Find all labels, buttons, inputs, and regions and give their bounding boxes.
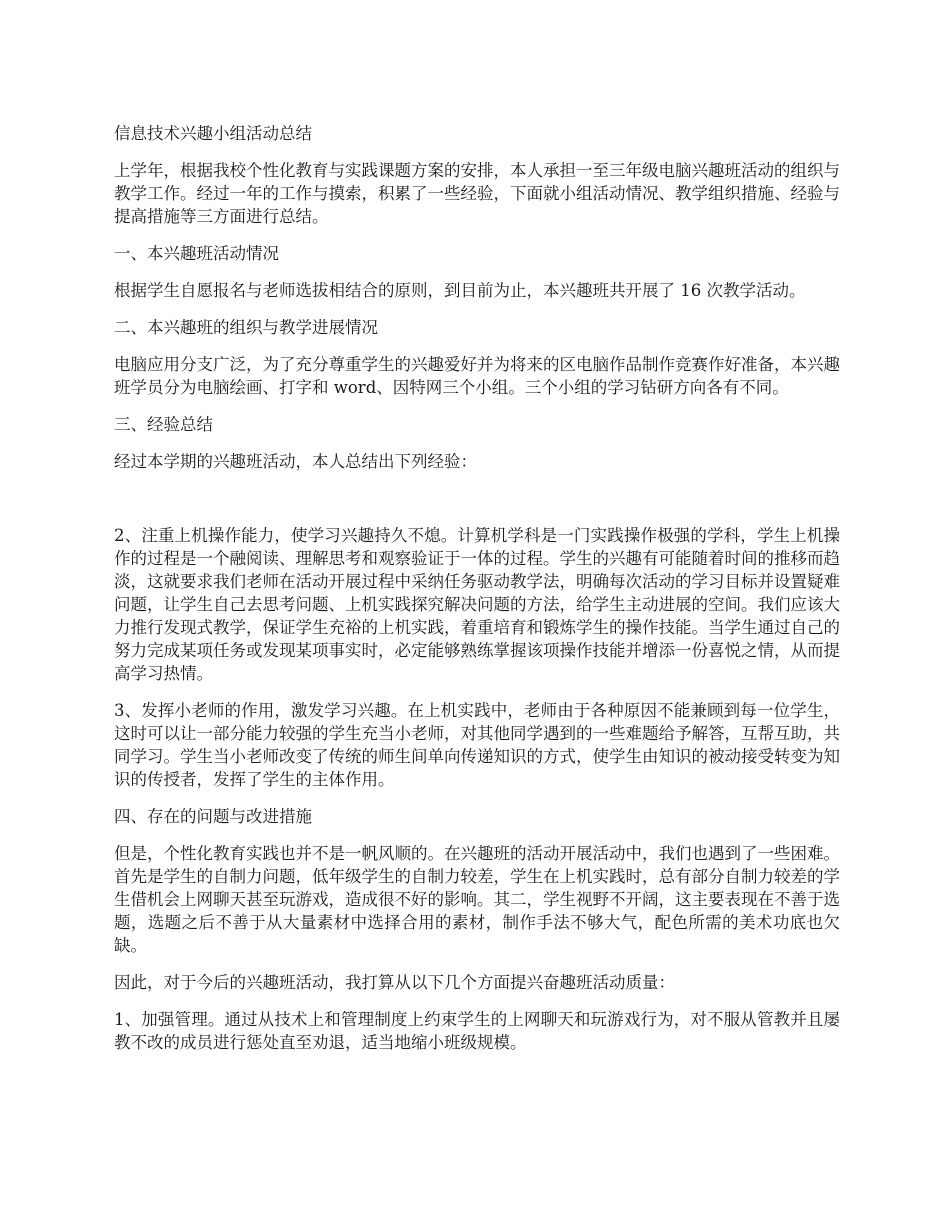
- document-title: 信息技术兴趣小组活动总结: [114, 124, 312, 143]
- section3-heading: 三、经验总结: [114, 415, 213, 434]
- section2-heading: 二、本兴趣班的组织与教学进展情况: [114, 318, 378, 337]
- intro-paragraph: 上学年，根据我校个性化教育与实践课题方案的安排，本人承担一至三年级电脑兴趣班活动的组织与教学工作。经过一年的工作与摸索，积累了一些经验，下面就小组活动情况、教学组织措施、经验与提高措施等三方面进行总结。: [114, 161, 840, 226]
- section4-heading: 四、存在的问题与改进措施: [114, 807, 312, 826]
- section4-plan: 因此，对于今后的兴趣班活动，我打算从以下几个方面提兴奋趣班活动质量：: [114, 973, 675, 992]
- section2-paragraph: 电脑应用分支广泛，为了充分尊重学生的兴趣爱好并为将来的区电脑作品制作竞赛作好准备，本兴趣班学员分为电脑绘画、打字和 word、因特网三个小组。三个小组的学习钻研方向各有不同。: [114, 355, 840, 397]
- section1-heading: 一、本兴趣班活动情况: [114, 244, 279, 263]
- experience-point-2: 2、注重上机操作能力，使学习兴趣持久不熄。计算机学科是一门实践操作极强的学科，学生上机操作的过程是一个融阅读、理解思考和观察验证于一体的过程。学生的兴趣有可能随着时间的推移而趋淡，这就要求我们老师在活动开展过程中采纳任务驱动教学法，明确每次活动的学习目标并设置疑难问题，让学生自己去思考问题、上机实践探究解决问题的方法，给学生主动进展的空间。我们应该大力推行发现式教学，保证学生充裕的上机实践，着重培育和锻炼学生的操作技能。当学生通过自己的努力完成某项任务或发现某项事实时，必定能够熟练掌握该项操作技能并增添一份喜悦之情，从而提高学习热情。: [114, 526, 840, 683]
- blank-gap: [114, 487, 840, 524]
- section4-paragraph: 但是，个性化教育实践也并不是一帆风顺的。在兴趣班的活动开展活动中，我们也遇到了一些困难。首先是学生的自制力问题，低年级学生的自制力较差，学生在上机实践时，总有部分自制力较差的学生借机会上网聊天甚至玩游戏，造成很不好的影响。其二，学生视野不开阔，这主要表现在不善于选题，选题之后不善于从大量素材中选择合用的素材，制作手法不够大气，配色所需的美术功底也欠缺。: [114, 844, 840, 955]
- improvement-measure-1: 1、加强管理。通过从技术上和管理制度上约束学生的上网聊天和玩游戏行为，对不服从管教并且屡教不改的成员进行惩处直至劝退，适当地缩小班级规模。: [114, 1010, 840, 1052]
- section3-paragraph: 经过本学期的兴趣班活动，本人总结出下列经验：: [114, 452, 477, 471]
- experience-point-3: 3、发挥小老师的作用，激发学习兴趣。在上机实践中，老师由于各种原因不能兼顾到每一位学生，这时可以让一部分能力较强的学生充当小老师，对其他同学遇到的一些难题给予解答，互帮互助，共同学习。学生当小老师改变了传统的师生间单向传递知识的方式，使学生由知识的被动接受转变为知识的传授者，发挥了学生的主体作用。: [114, 701, 840, 789]
- section1-paragraph: 根据学生自愿报名与老师选拔相结合的原则，到目前为止，本兴趣班共开展了 16 次教学活动。: [114, 281, 806, 300]
- document-body: [114, 122, 840, 1068]
